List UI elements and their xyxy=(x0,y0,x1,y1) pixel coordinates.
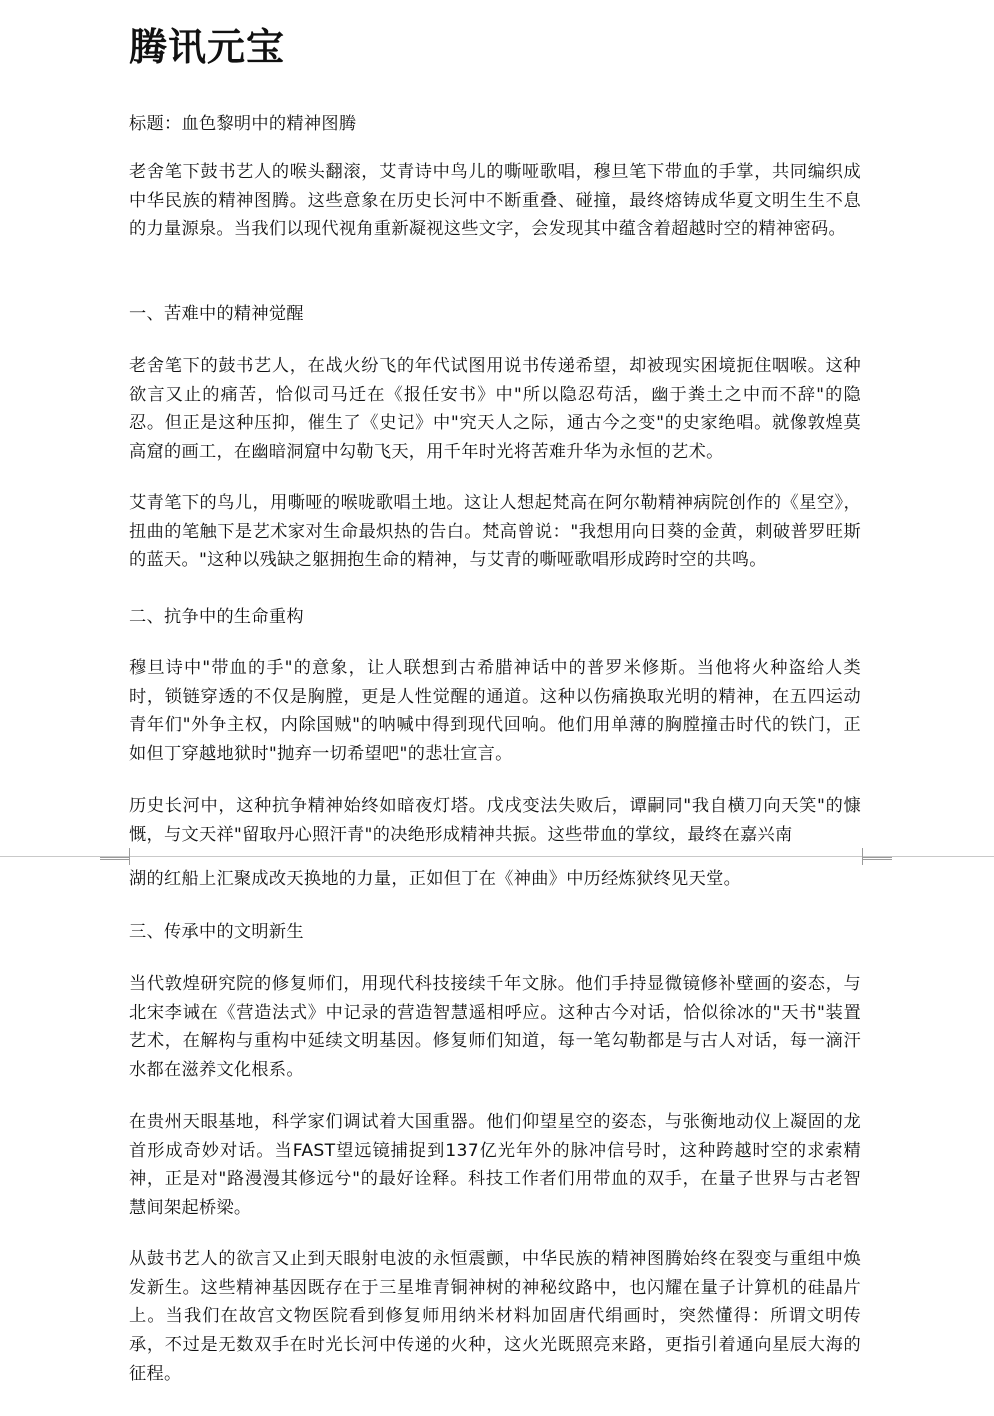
section3-paragraph-3: 从鼓书艺人的欲言又止到天眼射电波的永恒震颤，中华民族的精神图腾始终在裂变与重组中焕发新生。这些精神基因既存在于三星堆青铜神树的神秘纹路中，也闪耀在量子计算机的硅晶片上。当我们在故宫文物医院看到修复师用纳米材料加固唐代绢画时，突然懂得：所谓文明传承，不过是无数双手在时光长河中传递的火种，这火光既照亮来路，更指引着通向星辰大海的征程。 xyxy=(129,1249,861,1384)
section1-paragraph-1: 老舍笔下的鼓书艺人，在战火纷飞的年代试图用说书传递希望，却被现实困境扼住咽喉。这种欲言又止的痛苦，恰似司马迁在《报任安书》中"所以隐忍苟活，幽于粪土之中而不辞"的隐忍。但正是这种压抑，催生了《史记》中"究天人之际，通古今之变"的史家绝唱。就像敦煌莫高窟的画工，在幽暗洞窟中勾勒飞天，用千年时光将苦难升华为永恒的艺术。 xyxy=(129,356,861,463)
app-title: 腾讯元宝 xyxy=(129,25,286,69)
section1-paragraph-2: 艾青笔下的鸟儿，用嘶哑的喉咙歌唱土地。这让人想起梵高在阿尔勒精神病院创作的《星空》，扭曲的笔触下是艺术家对生命最炽热的告白。梵高曾说："我想用向日葵的金黄，刺破普罗旺斯的蓝天。"这种以残缺之躯拥抱生命的精神，与艾青的嘶哑歌唱形成跨时空的共鸣。 xyxy=(129,493,861,571)
subject-line: 标题：血色黎明中的精神图腾 xyxy=(129,114,357,134)
section2-paragraph-2-part-2: 湖的红船上汇聚成改天换地的力量，正如但丁在《神曲》中历经炼狱终见天堂。 xyxy=(129,869,742,889)
section3-paragraph-1: 当代敦煌研究院的修复师们，用现代科技接续千年文脉。他们手持显微镜修补壁画的姿态，与北宋李诫在《营造法式》中记录的营造智慧遥相呼应。这种古今对话，恰似徐冰的"天书"装置艺术，在解构与重构中延续文明基因。修复师们知道，每一笔勾勒都是与古人对话，每一滴汗水都在滋养文化根系。 xyxy=(129,974,861,1081)
page-corner-mark xyxy=(862,857,892,865)
section2-paragraph-1: 穆旦诗中"带血的手"的意象，让人联想到古希腊神话中的普罗米修斯。当他将火种盗给人类时，锁链穿透的不仅是胸膛，更是人性觉醒的通道。这种以伤痛换取光明的精神，在五四运动青年们"外争主权，内除国贼"的呐喊中得到现代回响。他们用单薄的胸膛撞击时代的铁门，正如但丁穿越地狱时"抛弃一切希望吧"的悲壮宣言。 xyxy=(129,658,861,765)
section-heading-3: 三、传承中的文明新生 xyxy=(129,922,304,942)
section3-paragraph-2: 在贵州天眼基地，科学家们调试着大国重器。他们仰望星空的姿态，与张衡地动仪上凝固的龙首形成奇妙对话。当FAST望远镜捕捉到137亿光年外的脉冲信号时，这种跨越时空的求索精神，正是对"路漫漫其修远兮"的最好诠释。科技工作者们用带血的双手，在量子世界与古老智慧间架起桥梁。 xyxy=(129,1112,861,1219)
section-heading-2: 二、抗争中的生命重构 xyxy=(129,607,304,627)
section2-paragraph-2-part-1: 历史长河中，这种抗争精神始终如暗夜灯塔。戊戌变法失败后，谭嗣同"我自横刀向天笑"的慷慨，与文天祥"留取丹心照汗青"的决绝形成精神共振。这些带血的掌纹，最终在嘉兴南 xyxy=(129,796,861,845)
section-heading-1: 一、苦难中的精神觉醒 xyxy=(129,304,304,324)
page-corner-mark xyxy=(100,857,130,865)
intro-paragraph: 老舍笔下鼓书艺人的喉头翻滚，艾青诗中鸟儿的嘶哑歌唱，穆旦笔下带血的手掌，共同编织成中华民族的精神图腾。这些意象在历史长河中不断重叠、碰撞，最终熔铸成华夏文明生生不息的力量源泉。当我们以现代视角重新凝视这些文字，会发现其中蕴含着超越时空的精神密码。 xyxy=(129,162,861,240)
page-break-line xyxy=(0,856,994,857)
